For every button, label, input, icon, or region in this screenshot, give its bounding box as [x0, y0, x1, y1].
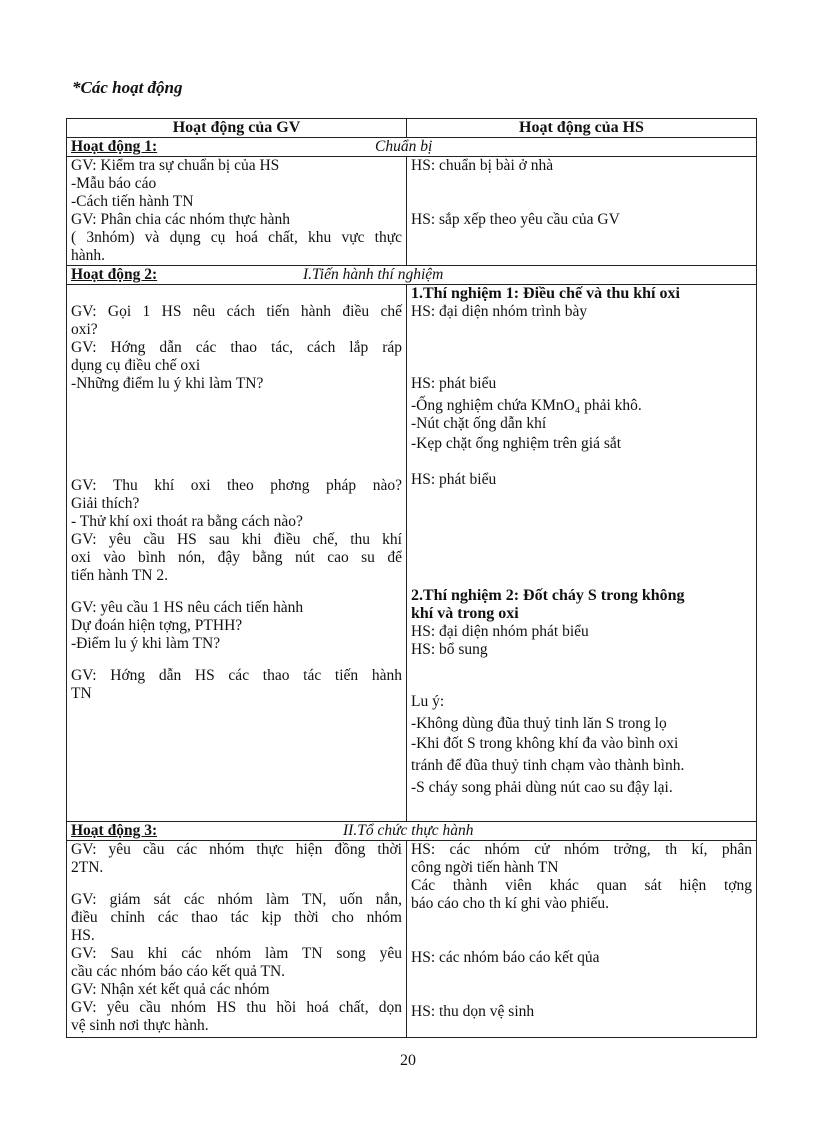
gv-line: GV: Nhận xét kết quả các nhóm [71, 981, 270, 998]
hs-line: Các thành viên khác quan sát hiện tợng [411, 877, 752, 894]
hs-line: HS: đại diện nhóm phát biểu [411, 623, 589, 640]
section-1-gv-cell [67, 157, 407, 266]
hs-line: báo cáo cho th kí ghi vào phiếu. [411, 895, 610, 912]
gv-line: TN [71, 685, 92, 702]
gv-line: oxi? [71, 321, 98, 338]
gv-line: GV: yêu cầu các nhóm thực hiện đồng thời [71, 841, 402, 858]
section-2-content-row [67, 285, 757, 822]
hs-line: -S cháy song phải dùng nút cao su đậy lại. [411, 779, 673, 796]
gv-line: GV: Hớng dẫn HS các thao tác tiến hành [71, 667, 402, 684]
gv-line: GV: Gọi 1 HS nêu cách tiến hành điều chế [71, 303, 402, 320]
hs-line: Lu ý: [411, 693, 445, 710]
hs-line: công ngời tiến hành TN [411, 859, 559, 876]
experiment-2-title-cont: khí và trong oxi [411, 605, 519, 622]
gv-line: dụng cụ điều chế oxi [71, 357, 201, 374]
gv-line: GV: yêu cầu nhóm HS thu hồi hoá chất, dọn [71, 999, 402, 1016]
section-2-gv-cell [67, 285, 407, 822]
gv-line: Giải thích? [71, 495, 140, 512]
hs-line: HS: các nhóm báo cáo kết qủa [411, 949, 600, 966]
gv-line: -Những điểm lu ý khi làm TN? [71, 375, 264, 392]
header-teacher-activity: Hoạt động của GV [67, 119, 407, 138]
section-3-hs-cell [407, 841, 757, 1038]
gv-line: ( 3nhóm) và dụng cụ hoá chất, khu vực thực [71, 229, 402, 246]
gv-line: GV: yêu cầu HS sau khi điều chế, thu khí [71, 531, 402, 548]
section-3-gv-cell [67, 841, 407, 1038]
section-3-title: Hoạt động 3: [71, 822, 158, 839]
hs-line: HS: đại diện nhóm trình bày [411, 303, 588, 320]
gv-line: vệ sinh nơi thực hành. [71, 1017, 209, 1034]
hs-line: HS: thu dọn vệ sinh [411, 1003, 535, 1020]
gv-line: hành. [71, 247, 106, 264]
section-2-title-row [67, 266, 757, 285]
activity-table [66, 118, 757, 1038]
gv-line: điều chỉnh các thao tác kịp thời cho nhóm [71, 909, 402, 926]
gv-line: oxi vào bình nón, đậy bằng nút cao su để [71, 549, 402, 566]
experiment-1-title: 1.Thí nghiệm 1: Điều chế và thu khí oxi [411, 285, 680, 302]
section-1-content-row [67, 157, 757, 266]
gv-line: GV: Sau khi các nhóm làm TN song yêu [71, 945, 402, 962]
experiment-2-title: 2.Thí nghiệm 2: Đốt cháy S trong không [411, 587, 685, 604]
section-2-title: Hoạt động 2: [71, 266, 158, 283]
table-header-row [67, 119, 757, 138]
gv-line: 2TN. [71, 859, 104, 876]
section-2-hs-cell [407, 285, 757, 822]
hs-line: -Kẹp chặt ống nghiệm trên giá sắt [411, 435, 622, 452]
section-1-title-row [67, 138, 757, 157]
gv-line: GV: Hớng dẫn các thao tác, cách lắp ráp [71, 339, 402, 356]
section-1-subtitle: Chuẩn bị [375, 138, 433, 155]
gv-line: HS. [71, 927, 95, 944]
hs-line: HS: phát biểu [411, 471, 497, 488]
hs-line: HS: sắp xếp theo yêu cầu của GV [411, 211, 620, 228]
hs-line: HS: chuẩn bị bài ở nhà [411, 157, 554, 174]
hs-line: HS: các nhóm cử nhóm trởng, th kí, phân [411, 841, 752, 858]
hs-line: -Khi đốt S trong không khí đa vào bình oxi [411, 735, 679, 752]
gv-line: GV: yêu cầu 1 HS nêu cách tiến hành [71, 599, 304, 616]
gv-line: -Cách tiến hành TN [71, 193, 194, 210]
section-3-title-row [67, 822, 757, 841]
hs-line: HS: bổ sung [411, 641, 488, 658]
section-1-title: Hoạt động 1: [71, 138, 158, 155]
section-3-subtitle: II.Tổ chức thực hành [343, 822, 474, 839]
hs-line: HS: phát biểu [411, 375, 497, 392]
gv-line: GV: Phân chia các nhóm thực hành [71, 211, 291, 228]
gv-line: - Thử khí oxi thoát ra bằng cách nào? [71, 513, 303, 530]
hs-line: -Không dùng đũa thuỷ tinh lăn S trong lọ [411, 715, 667, 732]
gv-line: GV: Thu khí oxi theo phơng pháp nào? [71, 477, 402, 494]
gv-line: tiến hành TN 2. [71, 567, 169, 584]
header-student-activity: Hoạt động của HS [407, 119, 757, 138]
gv-line: GV: Kiểm tra sự chuẩn bị của HS [71, 157, 280, 174]
page-number: 20 [400, 1052, 416, 1069]
gv-line: cầu các nhóm báo cáo kết quả TN. [71, 963, 286, 980]
section-3-content-row [67, 841, 757, 1038]
section-2-subtitle: I.Tiến hành thí nghiệm [303, 266, 444, 283]
gv-line: -Mẫu báo cáo [71, 175, 157, 192]
gv-line: GV: giám sát các nhóm làm TN, uốn nắn, [71, 891, 402, 908]
section-heading: *Các hoạt động [72, 78, 183, 97]
gv-line: Dự đoán hiện tợng, PTHH? [71, 617, 243, 634]
hs-line: -Nút chặt ống dẫn khí [411, 415, 547, 432]
section-1-hs-cell [407, 157, 757, 266]
gv-line: -Điểm lu ý khi làm TN? [71, 635, 221, 652]
hs-line: -Ống nghiệm chứa KMnO₄ phải khô. [411, 397, 642, 414]
hs-line: tránh để đũa thuỷ tinh chạm vào thành bình. [411, 757, 685, 774]
